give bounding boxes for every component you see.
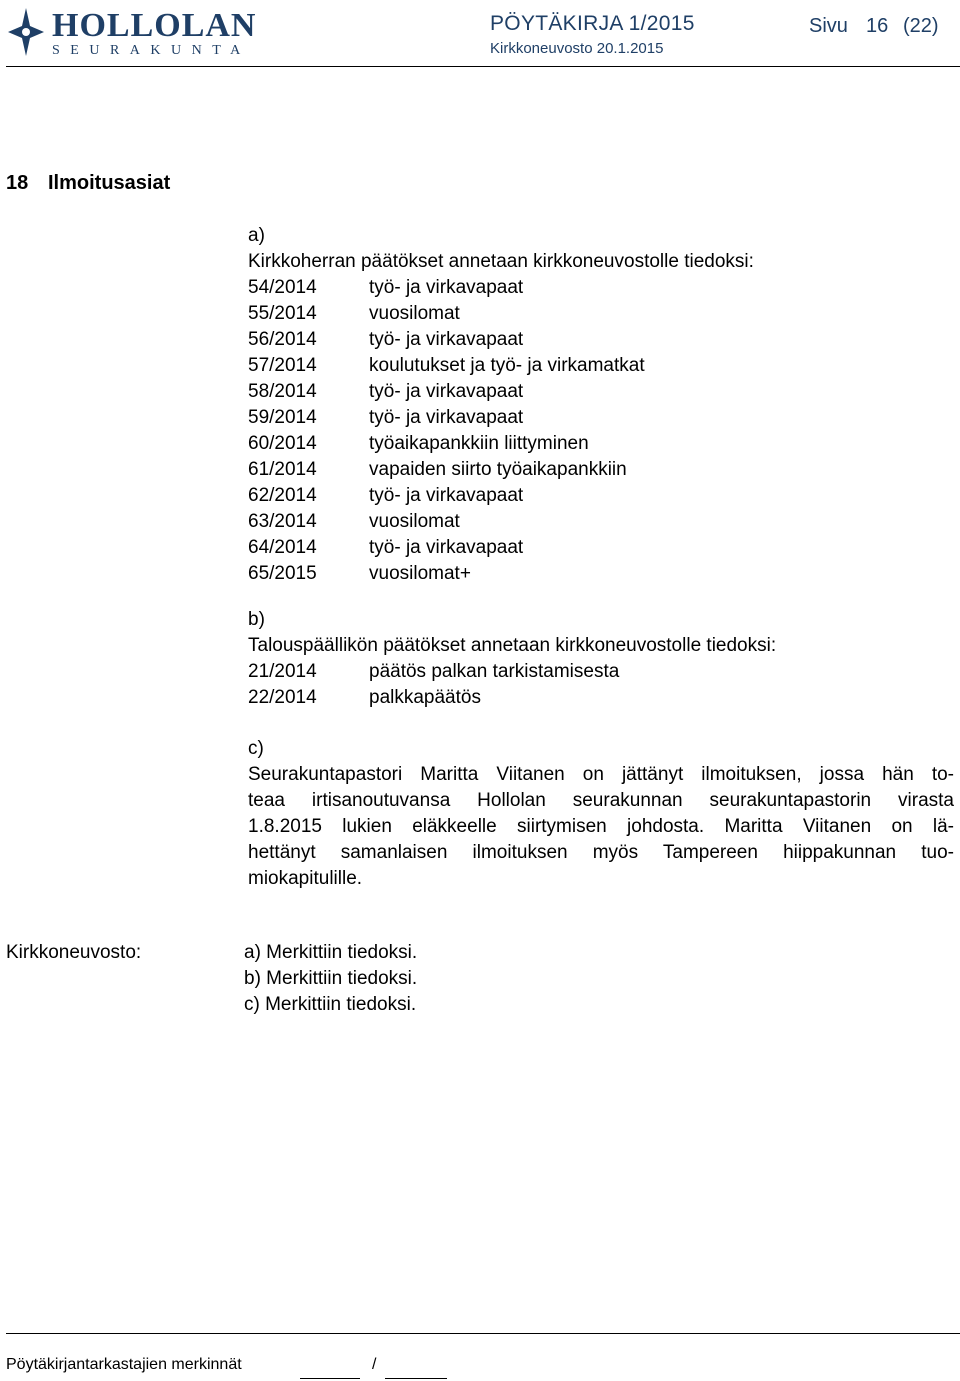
decision-number: 55/2014	[248, 303, 317, 324]
part-c-label: c)	[248, 738, 264, 759]
section-name: Ilmoitusasiat	[48, 172, 171, 194]
decision-subject: vapaiden siirto työaikapankkiin	[369, 459, 627, 480]
page-total: (22)	[903, 15, 939, 37]
decision-subject: vuosilomat	[369, 511, 460, 532]
document-title: PÖYTÄKIRJA 1/2015	[490, 12, 695, 35]
decision-subject: työ- ja virkavapaat	[369, 329, 524, 350]
paragraph-line: 1.8.2015 lukien eläkkeelle siirtymisen johdosta. Maritta Viitanen on lä-	[248, 816, 954, 837]
logo	[6, 4, 276, 60]
page-label: Sivu	[809, 15, 848, 37]
decision-number: 22/2014	[248, 687, 317, 708]
decision-item: c) Merkittiin tiedoksi.	[244, 994, 417, 1015]
decision-item: a) Merkittiin tiedoksi.	[244, 942, 418, 963]
footer-label: Pöytäkirjantarkastajien merkinnät	[6, 1356, 242, 1373]
signature-separator: /	[372, 1356, 377, 1373]
logo-sub-text: SEURAKUNTA	[52, 43, 251, 58]
part-a-label: a)	[248, 225, 265, 246]
decision-subject: työ- ja virkavapaat	[369, 381, 524, 402]
paragraph-line: teaa irtisanoutuvansa Hollolan seurakunnan seurakuntapastorin virasta	[248, 790, 954, 811]
decision-subject: palkkapäätös	[369, 687, 481, 708]
decision-number: 60/2014	[248, 433, 317, 454]
decision-number: 56/2014	[248, 329, 317, 350]
decision-subject: työ- ja virkavapaat	[369, 277, 524, 298]
paragraph-line: Seurakuntapastori Maritta Viitanen on jättänyt ilmoituksen, jossa hän to-	[248, 764, 954, 785]
decision-subject: työ- ja virkavapaat	[369, 407, 524, 428]
decision-number: 63/2014	[248, 511, 317, 532]
part-b-label: b)	[248, 609, 265, 630]
header-divider	[6, 66, 960, 67]
signature-line-2[interactable]	[385, 1378, 447, 1379]
logo-main-text: HOLLOLAN	[52, 7, 257, 44]
decision-subject: työ- ja virkavapaat	[369, 537, 524, 558]
decision-number: 54/2014	[248, 277, 317, 298]
page-number: 16	[866, 15, 889, 37]
paragraph-line: miokapitulille.	[248, 868, 363, 889]
section-title	[6, 172, 170, 195]
section-number: 18	[6, 172, 29, 194]
part-a-intro: Kirkkoherran päätökset annetaan kirkkoneuvostolle tiedoksi:	[248, 251, 754, 272]
decision-number: 58/2014	[248, 381, 317, 402]
decision-number: 62/2014	[248, 485, 317, 506]
part-b-intro: Talouspäällikön päätökset annetaan kirkkoneuvostolle tiedoksi:	[248, 635, 777, 656]
part-c-paragraph	[248, 762, 954, 892]
decision-item: b) Merkittiin tiedoksi.	[244, 968, 418, 989]
decision-number: 65/2015	[248, 563, 317, 584]
decision-number: 64/2014	[248, 537, 317, 558]
paragraph-line: hettänyt samanlaisen ilmoituksen myös Tampereen hiippakunnan tuo-	[248, 842, 954, 863]
signature-line-1[interactable]	[300, 1378, 360, 1379]
decision-subject: työaikapankkiin liittyminen	[369, 433, 589, 454]
meeting-date: Kirkkoneuvosto 20.1.2015	[490, 40, 664, 57]
decision-number: 57/2014	[248, 355, 317, 376]
decision-subject: koulutukset ja työ- ja virkamatkat	[369, 355, 645, 376]
decision-subject: työ- ja virkavapaat	[369, 485, 524, 506]
decision-subject: päätös palkan tarkistamisesta	[369, 661, 620, 682]
decision-number: 61/2014	[248, 459, 317, 480]
decision-number: 59/2014	[248, 407, 317, 428]
decision-subject: vuosilomat+	[369, 563, 471, 584]
decision-number: 21/2014	[248, 661, 317, 682]
decision-label: Kirkkoneuvosto:	[6, 942, 142, 963]
cross-emblem-icon	[6, 6, 46, 58]
footer-divider	[6, 1333, 960, 1334]
decision-subject: vuosilomat	[369, 303, 460, 324]
